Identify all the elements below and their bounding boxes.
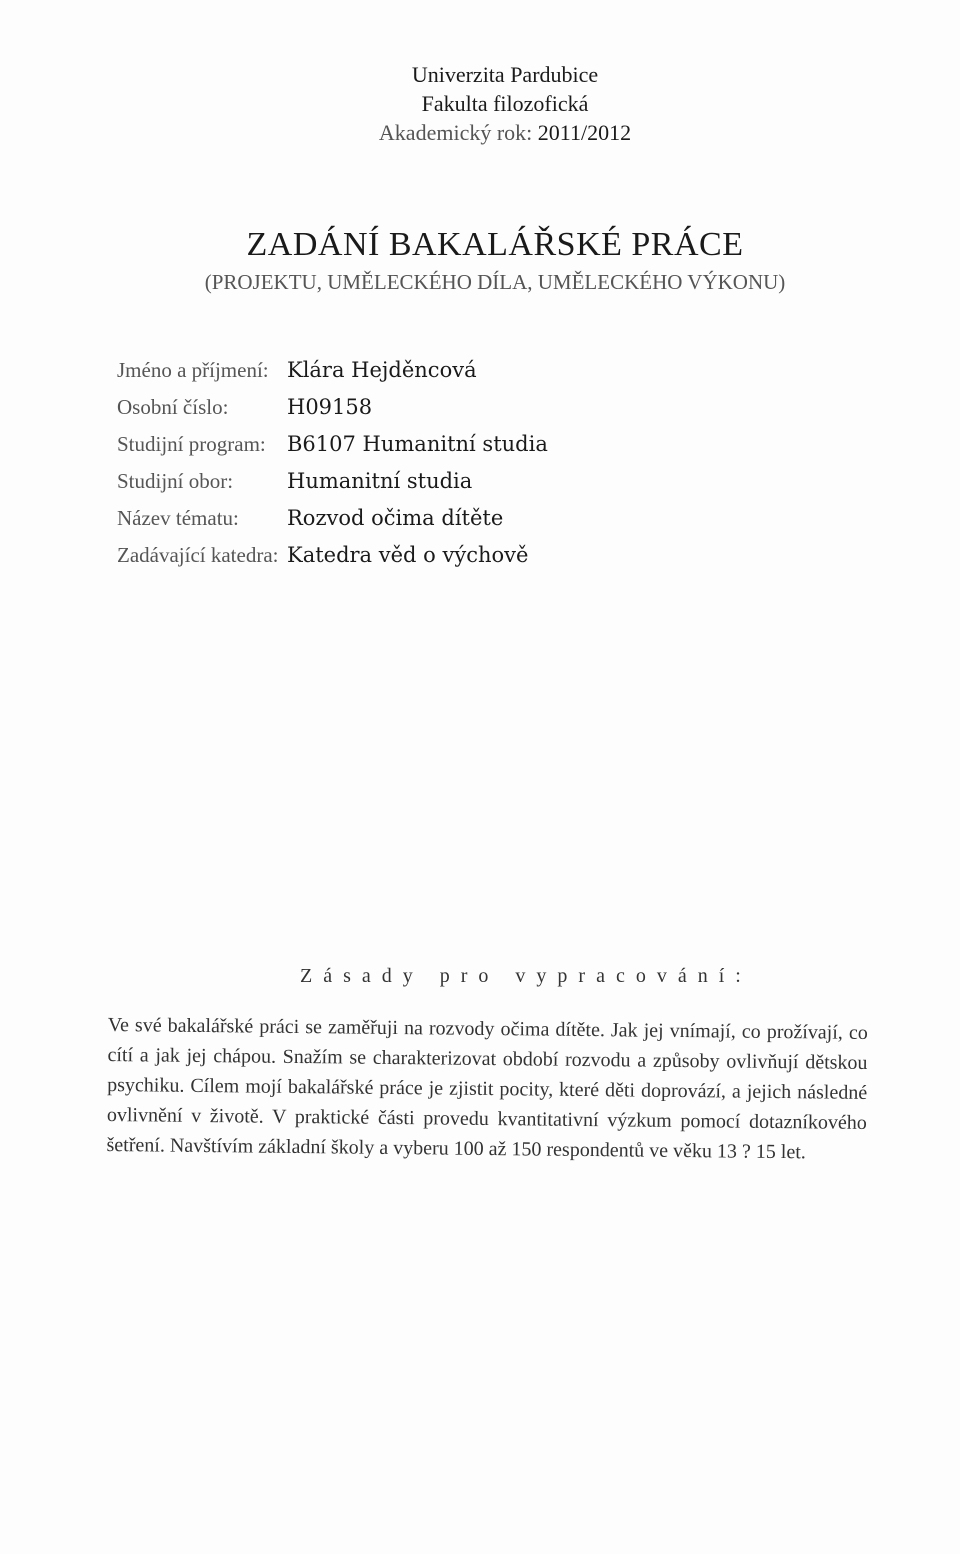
info-label: Studijní obor: [117,469,234,493]
info-label: Název tématu: [117,506,239,530]
guidelines-text: Ve své bakalářské práci se zaměřuji na rozvody očima dítěte. Jak jej vnímají, co prožívají, co cítí a jak jej chápou. Snažím se charakterizovat období rozvodu a způsoby ovlivňují dětskou psychiku. Cílem mojí bakalářské práce je zjistit pocity, které děti doprovází, a jejich následné ovlivnění v životě. V praktické části provedu kvantitativní výzkum pomocí dotazníkového šetření. Navštívím základní školy a vyberu 100 až 150 respondentů ve věku 13 ? 15 let. [106,1013,868,1164]
info-row-name [117,358,548,395]
info-row-personal-number [117,395,548,432]
info-value: Klára Hejděncová [287,358,477,382]
info-value: Rozvod očima dítěte [287,506,504,530]
document-title: ZADÁNÍ BAKALÁŘSKÉ PRÁCE [246,226,744,263]
academic-year-label: Akademický rok: [378,120,533,145]
university-name: Univerzita Pardubice [411,62,599,87]
info-value: B6107 Humanitní studia [287,432,548,456]
info-value: Humanitní studia [287,469,473,493]
academic-year [0,118,960,147]
document-subtitle: (PROJEKTU, UMĚLECKÉHO DÍLA, UMĚLECKÉHO VÝKONU) [204,270,786,294]
info-row-department [117,543,548,580]
guidelines-heading: Zásady pro vypracování: [300,965,752,987]
faculty-name: Fakulta filozofická [421,91,589,116]
info-row-topic [117,506,548,543]
info-label: Jméno a příjmení: [117,358,269,382]
info-label: Studijní program: [117,432,266,456]
info-row-field [117,469,548,506]
info-label: Zadávající katedra: [117,543,279,567]
title-block [0,225,960,297]
info-value: Katedra věd o výchově [287,543,529,567]
info-label: Osobní číslo: [117,395,229,419]
student-info [117,358,548,580]
info-value: H09158 [287,395,373,419]
document-header [0,60,960,147]
info-row-program [117,432,548,469]
academic-year-value: 2011/2012 [537,120,632,145]
